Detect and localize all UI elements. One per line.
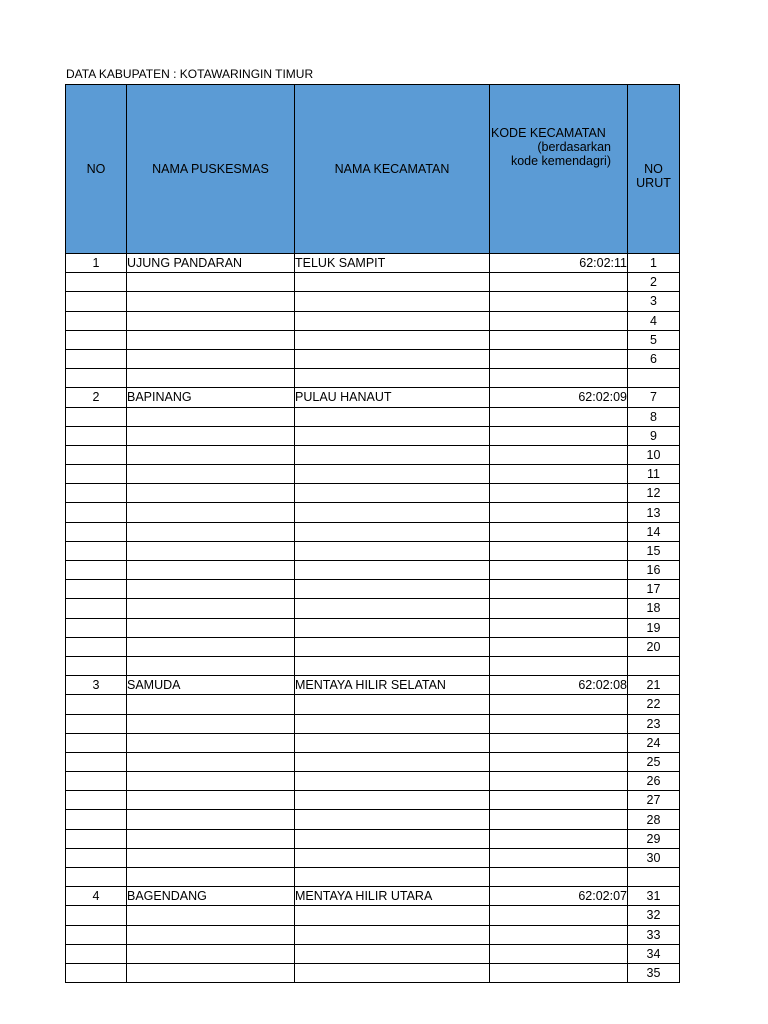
cell-no[interactable]: [66, 445, 127, 464]
header-urut-line1: NO: [644, 162, 663, 176]
cell-no-urut[interactable]: 20: [628, 637, 680, 656]
cell-kode-kecamatan[interactable]: [490, 733, 628, 752]
cell-no-urut[interactable]: 21: [628, 676, 680, 695]
cell-nama-kecamatan[interactable]: [295, 963, 490, 982]
cell-nama-kecamatan[interactable]: TELUK SAMPIT: [295, 254, 490, 273]
cell-kode-kecamatan[interactable]: [490, 829, 628, 848]
cell-no[interactable]: [66, 407, 127, 426]
cell-no-urut[interactable]: 27: [628, 791, 680, 810]
cell-nama-puskesmas[interactable]: [127, 503, 295, 522]
cell-nama-kecamatan[interactable]: [295, 752, 490, 771]
cell-nama-kecamatan[interactable]: [295, 906, 490, 925]
cell-empty[interactable]: [66, 369, 127, 388]
cell-nama-kecamatan[interactable]: [295, 349, 490, 368]
table-row: [66, 445, 680, 464]
cell-kode-kecamatan[interactable]: [490, 273, 628, 292]
cell-no-urut[interactable]: 29: [628, 829, 680, 848]
cell-empty[interactable]: [127, 656, 295, 675]
cell-nama-puskesmas[interactable]: [127, 561, 295, 580]
cell-no[interactable]: 4: [66, 887, 127, 906]
cell-no-urut[interactable]: 1: [628, 254, 680, 273]
cell-kode-kecamatan[interactable]: [490, 637, 628, 656]
cell-nama-puskesmas[interactable]: [127, 791, 295, 810]
header-kode-kecamatan[interactable]: [490, 85, 628, 254]
cell-empty[interactable]: [628, 868, 680, 887]
cell-nama-kecamatan[interactable]: [295, 541, 490, 560]
cell-nama-kecamatan[interactable]: [295, 522, 490, 541]
cell-nama-kecamatan[interactable]: [295, 925, 490, 944]
cell-kode-kecamatan[interactable]: [490, 714, 628, 733]
cell-nama-kecamatan[interactable]: [295, 637, 490, 656]
cell-nama-puskesmas[interactable]: [127, 292, 295, 311]
cell-kode-kecamatan[interactable]: [490, 618, 628, 637]
header-row: [66, 85, 680, 254]
cell-no-urut[interactable]: 5: [628, 330, 680, 349]
cell-nama-kecamatan[interactable]: [295, 445, 490, 464]
cell-kode-kecamatan[interactable]: [490, 925, 628, 944]
cell-nama-kecamatan[interactable]: MENTAYA HILIR SELATAN: [295, 676, 490, 695]
cell-empty[interactable]: [490, 656, 628, 675]
cell-kode-kecamatan[interactable]: [490, 561, 628, 580]
cell-nama-kecamatan[interactable]: [295, 407, 490, 426]
cell-no-urut[interactable]: 28: [628, 810, 680, 829]
cell-no[interactable]: [66, 330, 127, 349]
cell-nama-puskesmas[interactable]: [127, 330, 295, 349]
table-body: [66, 254, 680, 983]
cell-no[interactable]: [66, 292, 127, 311]
cell-empty[interactable]: [127, 868, 295, 887]
table-row: [66, 733, 680, 752]
cell-kode-kecamatan[interactable]: 62:02:07: [490, 887, 628, 906]
cell-kode-kecamatan[interactable]: [490, 503, 628, 522]
cell-nama-puskesmas[interactable]: [127, 829, 295, 848]
table-row: [66, 637, 680, 656]
cell-nama-puskesmas[interactable]: [127, 752, 295, 771]
cell-no-urut[interactable]: 10: [628, 445, 680, 464]
cell-empty[interactable]: [628, 656, 680, 675]
cell-nama-puskesmas[interactable]: [127, 599, 295, 618]
cell-kode-kecamatan[interactable]: [490, 311, 628, 330]
cell-nama-puskesmas[interactable]: [127, 311, 295, 330]
table-row: [66, 810, 680, 829]
cell-nama-kecamatan[interactable]: [295, 465, 490, 484]
cell-nama-kecamatan[interactable]: MENTAYA HILIR UTARA: [295, 887, 490, 906]
cell-no[interactable]: [66, 733, 127, 752]
header-nama-kecamatan[interactable]: NAMA KECAMATAN: [295, 85, 490, 254]
cell-empty[interactable]: [295, 656, 490, 675]
cell-no[interactable]: 2: [66, 388, 127, 407]
cell-no[interactable]: [66, 349, 127, 368]
cell-kode-kecamatan[interactable]: [490, 695, 628, 714]
cell-nama-puskesmas[interactable]: [127, 848, 295, 867]
cell-nama-puskesmas[interactable]: [127, 541, 295, 560]
cell-nama-puskesmas[interactable]: [127, 695, 295, 714]
cell-nama-kecamatan[interactable]: [295, 695, 490, 714]
cell-no[interactable]: [66, 599, 127, 618]
cell-nama-puskesmas[interactable]: [127, 714, 295, 733]
cell-no-urut[interactable]: 26: [628, 772, 680, 791]
cell-no-urut[interactable]: 2: [628, 273, 680, 292]
cell-kode-kecamatan[interactable]: [490, 349, 628, 368]
cell-no-urut[interactable]: 24: [628, 733, 680, 752]
cell-no-urut[interactable]: 33: [628, 925, 680, 944]
cell-nama-puskesmas[interactable]: SAMUDA: [127, 676, 295, 695]
header-urut-line2: URUT: [636, 176, 671, 190]
header-kode-line2: (berdasarkan: [537, 140, 611, 154]
cell-no[interactable]: 1: [66, 254, 127, 273]
table-row: [66, 791, 680, 810]
cell-no-urut[interactable]: 9: [628, 426, 680, 445]
cell-no-urut[interactable]: 25: [628, 752, 680, 771]
cell-empty[interactable]: [66, 656, 127, 675]
cell-no-urut[interactable]: 8: [628, 407, 680, 426]
cell-no-urut[interactable]: 30: [628, 848, 680, 867]
table-row: [66, 848, 680, 867]
cell-nama-puskesmas[interactable]: BAPINANG: [127, 388, 295, 407]
table-row-blank: [66, 868, 680, 887]
table-row: [66, 388, 680, 407]
cell-no[interactable]: [66, 925, 127, 944]
cell-nama-puskesmas[interactable]: [127, 925, 295, 944]
cell-no-urut[interactable]: 16: [628, 561, 680, 580]
cell-nama-puskesmas[interactable]: [127, 407, 295, 426]
cell-kode-kecamatan[interactable]: [490, 944, 628, 963]
table-row: [66, 254, 680, 273]
cell-kode-kecamatan[interactable]: [490, 407, 628, 426]
cell-no-urut[interactable]: 12: [628, 484, 680, 503]
table-row: [66, 925, 680, 944]
cell-nama-puskesmas[interactable]: [127, 810, 295, 829]
cell-kode-kecamatan[interactable]: [490, 810, 628, 829]
cell-kode-kecamatan[interactable]: 62:02:08: [490, 676, 628, 695]
cell-no-urut[interactable]: 35: [628, 963, 680, 982]
header-kode-line3: kode kemendagri): [510, 154, 611, 168]
cell-no-urut[interactable]: 22: [628, 695, 680, 714]
cell-no-urut[interactable]: 23: [628, 714, 680, 733]
cell-nama-puskesmas[interactable]: [127, 580, 295, 599]
table-row: [66, 906, 680, 925]
cell-no[interactable]: [66, 752, 127, 771]
cell-kode-kecamatan[interactable]: [490, 906, 628, 925]
cell-empty[interactable]: [66, 868, 127, 887]
cell-no[interactable]: [66, 541, 127, 560]
cell-no[interactable]: [66, 522, 127, 541]
table-row: [66, 407, 680, 426]
table-row: [66, 599, 680, 618]
table-row: [66, 580, 680, 599]
cell-empty[interactable]: [295, 868, 490, 887]
cell-nama-puskesmas[interactable]: [127, 963, 295, 982]
cell-no[interactable]: [66, 503, 127, 522]
cell-nama-puskesmas[interactable]: [127, 618, 295, 637]
header-nama-puskesmas[interactable]: NAMA PUSKESMAS: [127, 85, 295, 254]
cell-no-urut[interactable]: 14: [628, 522, 680, 541]
cell-no-urut[interactable]: 17: [628, 580, 680, 599]
cell-no-urut[interactable]: 13: [628, 503, 680, 522]
cell-nama-kecamatan[interactable]: [295, 848, 490, 867]
cell-kode-kecamatan[interactable]: [490, 292, 628, 311]
cell-kode-kecamatan[interactable]: [490, 963, 628, 982]
cell-nama-puskesmas[interactable]: [127, 484, 295, 503]
cell-no[interactable]: [66, 772, 127, 791]
cell-kode-kecamatan[interactable]: 62:02:11: [490, 254, 628, 273]
cell-kode-kecamatan[interactable]: [490, 772, 628, 791]
cell-no[interactable]: [66, 906, 127, 925]
cell-nama-kecamatan[interactable]: [295, 330, 490, 349]
cell-nama-kecamatan[interactable]: [295, 810, 490, 829]
cell-no-urut[interactable]: 34: [628, 944, 680, 963]
cell-no[interactable]: [66, 944, 127, 963]
cell-no[interactable]: [66, 714, 127, 733]
table-row: [66, 292, 680, 311]
cell-nama-kecamatan[interactable]: [295, 829, 490, 848]
cell-kode-kecamatan[interactable]: [490, 541, 628, 560]
table-row: [66, 311, 680, 330]
table-row-blank: [66, 656, 680, 675]
table-row: [66, 561, 680, 580]
cell-no[interactable]: [66, 311, 127, 330]
cell-nama-kecamatan[interactable]: [295, 311, 490, 330]
cell-empty[interactable]: [295, 369, 490, 388]
cell-nama-kecamatan[interactable]: [295, 503, 490, 522]
data-table: [65, 84, 680, 983]
cell-empty[interactable]: [628, 369, 680, 388]
cell-no-urut[interactable]: 11: [628, 465, 680, 484]
table-row: [66, 887, 680, 906]
cell-nama-kecamatan[interactable]: [295, 772, 490, 791]
cell-no[interactable]: [66, 561, 127, 580]
cell-no[interactable]: [66, 810, 127, 829]
cell-kode-kecamatan[interactable]: [490, 330, 628, 349]
cell-nama-puskesmas[interactable]: [127, 465, 295, 484]
cell-kode-kecamatan[interactable]: [490, 580, 628, 599]
cell-no-urut[interactable]: 19: [628, 618, 680, 637]
cell-nama-puskesmas[interactable]: [127, 944, 295, 963]
table-row: [66, 963, 680, 982]
cell-no[interactable]: [66, 829, 127, 848]
cell-nama-kecamatan[interactable]: [295, 561, 490, 580]
cell-no-urut[interactable]: 15: [628, 541, 680, 560]
cell-kode-kecamatan[interactable]: [490, 791, 628, 810]
cell-nama-kecamatan[interactable]: [295, 292, 490, 311]
table-row-blank: [66, 369, 680, 388]
cell-no-urut[interactable]: 7: [628, 388, 680, 407]
cell-nama-kecamatan[interactable]: [295, 426, 490, 445]
cell-nama-kecamatan[interactable]: [295, 273, 490, 292]
cell-nama-kecamatan[interactable]: [295, 599, 490, 618]
cell-nama-puskesmas[interactable]: [127, 445, 295, 464]
cell-no[interactable]: [66, 465, 127, 484]
cell-no[interactable]: [66, 618, 127, 637]
sheet-title: DATA KABUPATEN : KOTAWARINGIN TIMUR: [66, 67, 314, 81]
cell-no-urut[interactable]: 18: [628, 599, 680, 618]
cell-no[interactable]: [66, 637, 127, 656]
cell-kode-kecamatan[interactable]: [490, 599, 628, 618]
cell-nama-kecamatan[interactable]: [295, 944, 490, 963]
cell-no[interactable]: [66, 426, 127, 445]
cell-nama-puskesmas[interactable]: [127, 349, 295, 368]
table-row: [66, 503, 680, 522]
table-row: [66, 676, 680, 695]
cell-nama-puskesmas[interactable]: [127, 733, 295, 752]
table-row: [66, 465, 680, 484]
cell-nama-puskesmas[interactable]: [127, 906, 295, 925]
cell-nama-puskesmas[interactable]: [127, 772, 295, 791]
table-row: [66, 426, 680, 445]
table-row: [66, 541, 680, 560]
cell-kode-kecamatan[interactable]: [490, 445, 628, 464]
cell-kode-kecamatan[interactable]: [490, 465, 628, 484]
cell-kode-kecamatan[interactable]: [490, 484, 628, 503]
cell-kode-kecamatan[interactable]: [490, 752, 628, 771]
header-no[interactable]: NO: [66, 85, 127, 254]
header-kode-line1: KODE KECAMATAN: [491, 126, 606, 140]
cell-nama-kecamatan[interactable]: [295, 484, 490, 503]
cell-no[interactable]: [66, 484, 127, 503]
table-row: [66, 829, 680, 848]
cell-no[interactable]: 3: [66, 676, 127, 695]
cell-nama-kecamatan[interactable]: [295, 618, 490, 637]
cell-nama-puskesmas[interactable]: BAGENDANG: [127, 887, 295, 906]
cell-no[interactable]: [66, 791, 127, 810]
cell-empty[interactable]: [490, 369, 628, 388]
cell-no[interactable]: [66, 848, 127, 867]
cell-nama-kecamatan[interactable]: [295, 714, 490, 733]
cell-nama-puskesmas[interactable]: [127, 426, 295, 445]
cell-empty[interactable]: [127, 369, 295, 388]
cell-no[interactable]: [66, 580, 127, 599]
cell-nama-puskesmas[interactable]: [127, 522, 295, 541]
cell-nama-puskesmas[interactable]: [127, 273, 295, 292]
cell-no-urut[interactable]: 6: [628, 349, 680, 368]
cell-nama-puskesmas[interactable]: UJUNG PANDARAN: [127, 254, 295, 273]
table-row: [66, 714, 680, 733]
cell-no-urut[interactable]: 32: [628, 906, 680, 925]
table-row: [66, 349, 680, 368]
table-row: [66, 618, 680, 637]
cell-no-urut[interactable]: 4: [628, 311, 680, 330]
table-row: [66, 273, 680, 292]
cell-nama-kecamatan[interactable]: [295, 791, 490, 810]
table-row: [66, 484, 680, 503]
cell-nama-kecamatan[interactable]: [295, 580, 490, 599]
table-row: [66, 752, 680, 771]
table-row: [66, 944, 680, 963]
cell-no-urut[interactable]: 31: [628, 887, 680, 906]
cell-nama-kecamatan[interactable]: PULAU HANAUT: [295, 388, 490, 407]
cell-nama-puskesmas[interactable]: [127, 637, 295, 656]
cell-kode-kecamatan[interactable]: [490, 522, 628, 541]
cell-no-urut[interactable]: 3: [628, 292, 680, 311]
cell-empty[interactable]: [490, 868, 628, 887]
cell-kode-kecamatan[interactable]: [490, 426, 628, 445]
header-no-urut[interactable]: [628, 85, 680, 254]
cell-kode-kecamatan[interactable]: 62:02:09: [490, 388, 628, 407]
cell-kode-kecamatan[interactable]: [490, 848, 628, 867]
table-row: [66, 695, 680, 714]
cell-no[interactable]: [66, 963, 127, 982]
table-row: [66, 772, 680, 791]
table-row: [66, 522, 680, 541]
cell-nama-kecamatan[interactable]: [295, 733, 490, 752]
cell-no[interactable]: [66, 695, 127, 714]
cell-no[interactable]: [66, 273, 127, 292]
table-row: [66, 330, 680, 349]
